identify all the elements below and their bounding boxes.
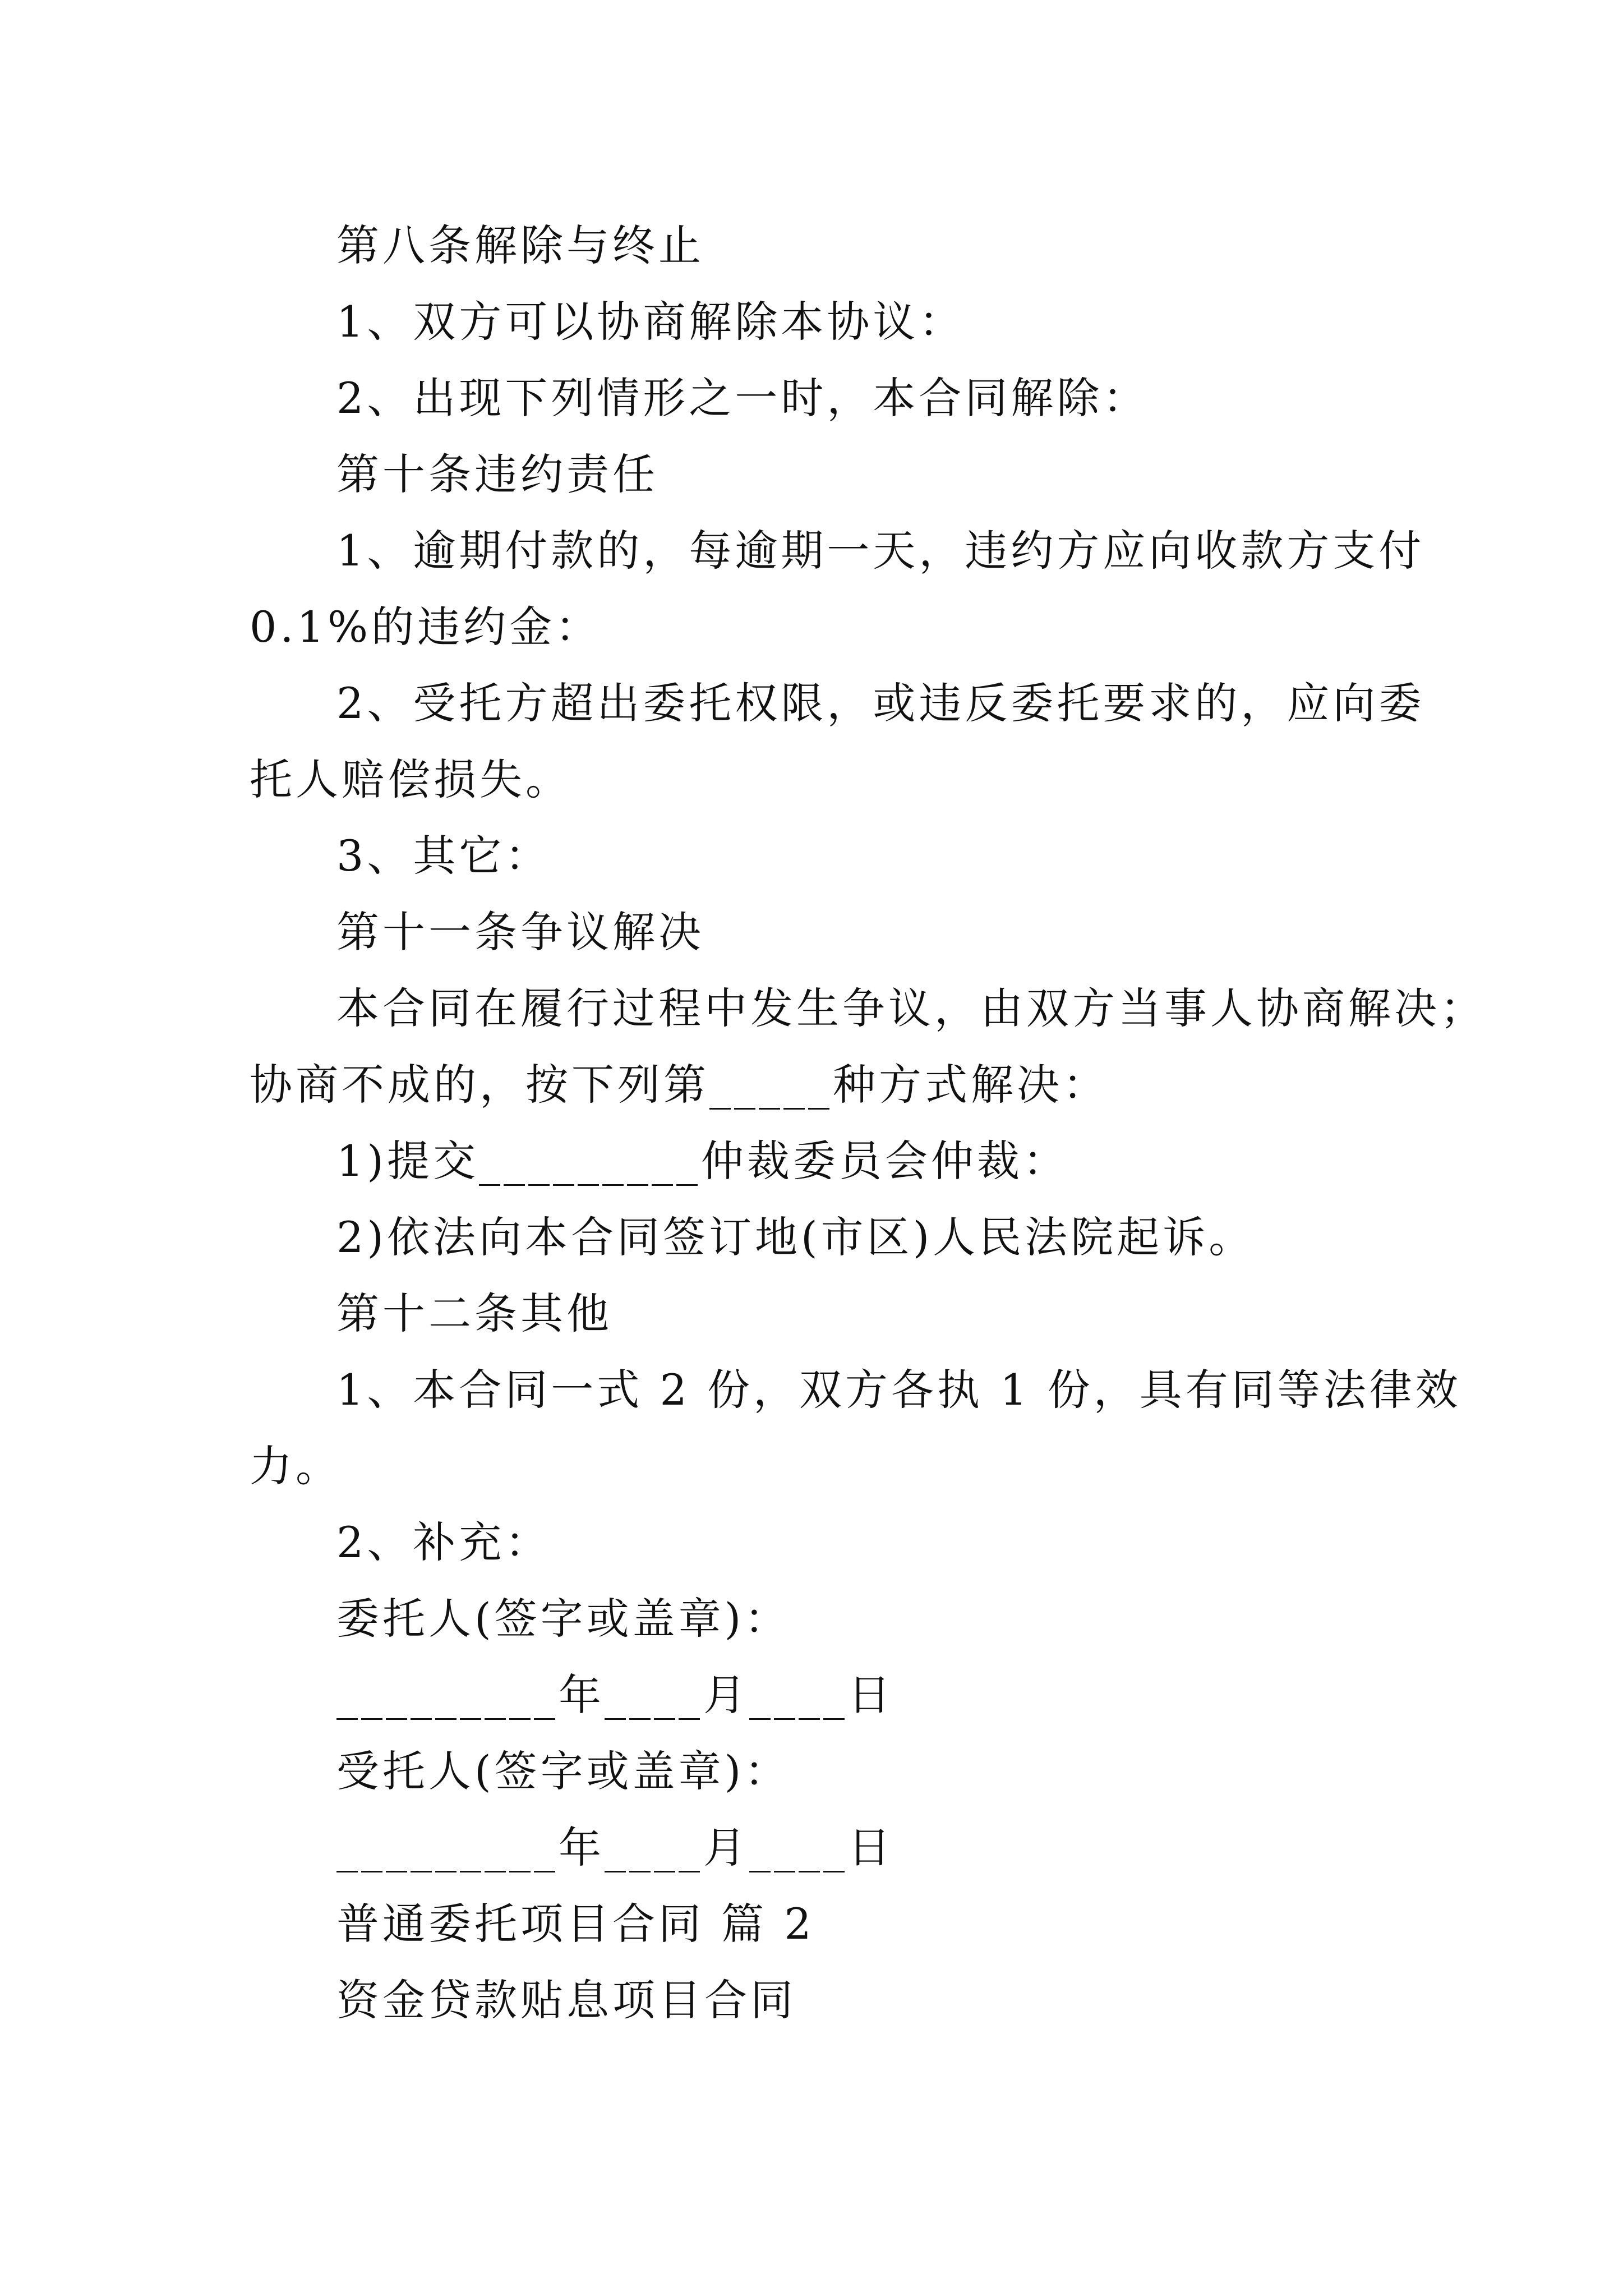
section-heading: 第十条违约责任 (336, 449, 658, 499)
paragraph-continuation: 力。 (250, 1441, 342, 1491)
paragraph-continuation: 协商不成的，按下列第_____种方式解决： (250, 1060, 1109, 1110)
paragraph: 1)提交_________仲裁委员会仲裁： (336, 1136, 1069, 1186)
paragraph: 1、本合同一式 2 份，双方各执 1 份，具有同等法律效 (336, 1365, 1461, 1415)
section-heading: 第十一条争议解决 (336, 907, 704, 957)
document-body (250, 208, 1486, 2039)
paragraph: 1、逾期付款的，每逾期一天，违约方应向收款方支付 (336, 526, 1425, 576)
section-heading: 第十二条其他 (336, 1289, 612, 1338)
paragraph: 2、受托方超出委托权限，或违反委托要求的，应向委 (336, 678, 1425, 728)
date-line-principal: _________年____月____日 (336, 1670, 894, 1720)
section-title: 普通委托项目合同 篇 2 (336, 1899, 815, 1949)
contract-title: 资金贷款贴息项目合同 (336, 1975, 796, 2025)
paragraph-continuation: 0.1%的违约金： (250, 602, 602, 652)
section-heading: 第八条解除与终止 (336, 220, 704, 270)
paragraph: 2、出现下列情形之一时，本合同解除： (336, 373, 1149, 423)
paragraph: 1、双方可以协商解除本协议： (336, 297, 965, 347)
paragraph: 2)依法向本合同签订地(市区)人民法院起诉。 (336, 1212, 1255, 1262)
paragraph-continuation: 托人赔偿损失。 (250, 754, 571, 804)
signature-label-agent: 受托人(签字或盖章)： (336, 1746, 791, 1796)
paragraph: 2、补充： (336, 1517, 551, 1567)
signature-label-principal: 委托人(签字或盖章)： (336, 1594, 791, 1644)
paragraph: 本合同在履行过程中发生争议，由双方当事人协商解决； (336, 983, 1486, 1033)
paragraph: 3、其它： (336, 831, 551, 881)
date-line-agent: _________年____月____日 (336, 1823, 894, 1872)
